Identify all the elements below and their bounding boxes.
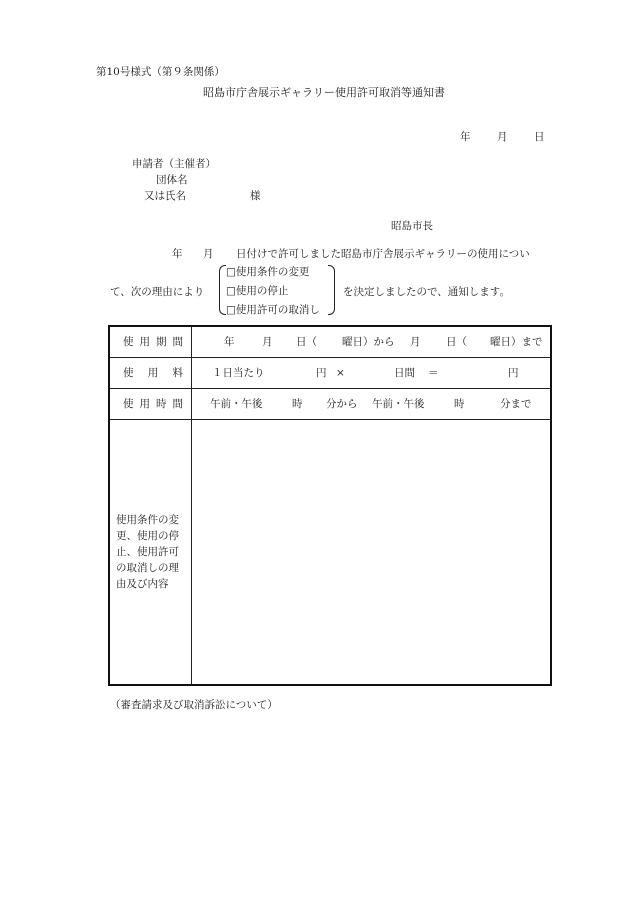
period-month-end: 月: [410, 336, 421, 349]
time-hour-end: 時: [454, 398, 465, 410]
date-month-label: 月: [497, 131, 508, 143]
body-month: 月: [203, 248, 214, 260]
body-line1: 日付けで許可しました昭島市庁舎展示ギャラリーの使用につい: [236, 248, 530, 260]
date-year-label: 年: [460, 131, 471, 143]
period-month: 月: [262, 336, 273, 349]
label-char: 時: [156, 398, 167, 410]
period-day-open: 日（: [296, 336, 317, 349]
label-char: 使: [123, 398, 134, 410]
label-usage-fee: [109, 357, 192, 388]
label-char: 用: [147, 367, 159, 379]
fee-multiply: ×: [336, 366, 345, 379]
value-reason: [192, 419, 552, 685]
option-revoke-permit: □使用許可の取消し: [226, 304, 320, 316]
value-usage-fee: [192, 357, 552, 388]
organization-label: 団体名: [156, 174, 188, 186]
usage-period-label: [110, 334, 191, 349]
option-suspend-use: □使用の停止: [226, 285, 289, 297]
reason-label: 使用条件の変更、使用の停止、使用許可の取消しの理由及び内容: [116, 513, 179, 590]
period-weekday-until: 曜日）まで: [490, 336, 543, 349]
label-char: 期: [156, 336, 167, 349]
period-day-open-end: 日（: [446, 336, 467, 349]
label-reason: [109, 419, 192, 685]
name-label: 又は氏名: [144, 190, 186, 202]
time-minute-until: 分まで: [500, 398, 532, 410]
fee-days: 日間: [394, 367, 415, 379]
issuer: 昭島市長: [391, 220, 433, 232]
row-usage-time: [109, 388, 551, 419]
value-usage-period: [192, 326, 552, 357]
label-char: 間: [172, 336, 183, 349]
fee-yen-1: 円: [316, 367, 327, 379]
body-year: 年: [172, 248, 183, 260]
body-line2-prefix: て、次の理由により: [110, 286, 205, 298]
time-ampm-start: 午前・午後: [210, 398, 263, 410]
fee-equals: ＝: [428, 367, 439, 379]
form-number: 第10号様式（第９条関係）: [96, 66, 225, 78]
date-day-label: 日: [534, 131, 545, 143]
label-char: 間: [172, 398, 183, 410]
option-change-conditions: □使用条件の変更: [226, 266, 310, 278]
applicant-label: 申請者（主催者）: [132, 158, 216, 170]
time-minute-from: 分から: [326, 398, 358, 410]
label-char: 使: [123, 336, 134, 349]
body-line2-suffix: を決定しましたので、通知します。: [343, 286, 510, 298]
row-usage-period: [109, 326, 551, 357]
usage-fee-label: [110, 365, 191, 380]
appeal-note: （審査請求及び取消訴訟について）: [110, 699, 278, 711]
time-hour-start: 時: [292, 398, 303, 410]
fee-per-day: １日当たり: [212, 367, 265, 379]
period-weekday-from: 曜日）から: [342, 336, 395, 349]
row-usage-fee: [109, 357, 551, 388]
honorific: 様: [250, 190, 261, 202]
label-usage-period: [109, 326, 192, 357]
label-char: 用: [139, 336, 150, 349]
usage-time-label: [110, 396, 191, 411]
time-ampm-end: 午前・午後: [372, 398, 425, 410]
label-usage-time: [109, 388, 192, 419]
right-brace: [328, 265, 335, 315]
label-char: 料: [172, 367, 183, 379]
period-year: 年: [224, 336, 235, 349]
fee-yen-2: 円: [508, 367, 519, 379]
row-reason: [109, 419, 551, 685]
document-title: 昭島市庁舎展示ギャラリー使用許可取消等通知書: [203, 86, 445, 99]
usage-table: [108, 325, 552, 686]
left-brace: [219, 265, 226, 315]
label-char: 使: [123, 367, 134, 379]
value-usage-time: [192, 388, 552, 419]
label-char: 用: [139, 398, 150, 410]
